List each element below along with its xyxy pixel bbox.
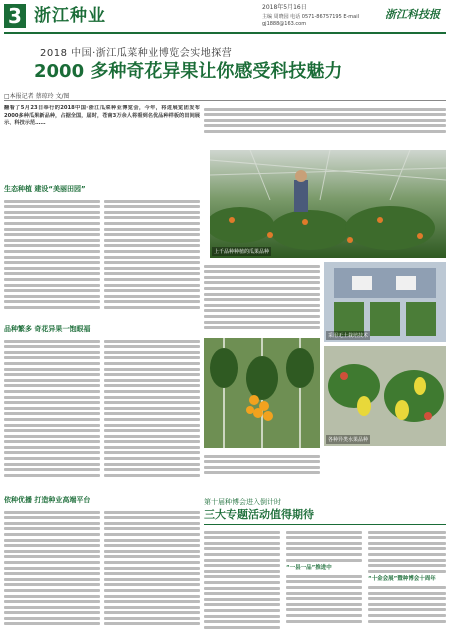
masthead-rule (4, 32, 446, 34)
article-kicker: 2018 中国·浙江瓜菜种业博览会实地探营 (40, 48, 233, 59)
article-lead: 翻看了5月23日举行的2018中国·浙江瓜菜种业博览会，今年，将进展览团发布2000多种瓜果新品种，占据全国，届时，苍南3万余人将看到名优品种样板的田间展示、科技示范…… (4, 105, 200, 127)
page-number: 3 (4, 4, 26, 28)
article-headline: 2000 多种奇花异果让你感受科技魅力 (34, 61, 343, 82)
sidebar-column-3 (368, 528, 446, 636)
date-line: 2018年5月16日 (262, 4, 307, 11)
sidebar-subhead-1: “一县一品”推进中 (286, 565, 332, 572)
photo-tomato-vines (204, 338, 320, 448)
body-right-mid (204, 262, 320, 334)
headline-rule (4, 100, 446, 101)
subhead-2: 品种繁多 奇花异果一饱眼福 (4, 325, 91, 333)
body-column-1a (4, 197, 100, 315)
photo-soilless-cultivation (324, 262, 446, 342)
sidebar-rule (204, 524, 446, 525)
photo-caption-3: 各种异类水果品种 (328, 437, 369, 443)
sidebar-subhead-2: “十金会展”暨种博会十周年 (368, 576, 436, 583)
sidebar-column-2 (286, 528, 362, 636)
photo-caption-1: 上千品种种植的瓜果品种 (214, 249, 270, 255)
subhead-1: 生态种植 建设“美丽田园” (4, 185, 86, 193)
body-column-3a (4, 508, 100, 636)
photo-caption-2: 采用无土栽培技术 (328, 333, 369, 339)
sidebar-kicker: 第十届种博会进入倒计时 (204, 498, 281, 506)
body-column-2b (104, 337, 200, 487)
subhead-3: 依种优播 打造种业高端平台 (4, 496, 91, 504)
newspaper-logo: 浙江科技报 (385, 8, 440, 21)
photo-greenhouse-farmer (210, 150, 446, 258)
body-column-2a (4, 337, 100, 487)
body-right-lower (204, 452, 446, 492)
body-right-top (204, 105, 446, 145)
photo-exotic-fruits (324, 346, 446, 446)
section-title: 浙江种业 (34, 6, 106, 26)
article-byline: □本报记者 蔡琼玲 文/图 (4, 93, 70, 100)
body-column-1b (104, 197, 200, 315)
body-column-3b (104, 508, 200, 636)
sidebar-column-1 (204, 528, 280, 636)
editor-line: 主编 周晓园 电话 0571-86757195 E-mail gj1888@163.com (262, 14, 360, 27)
sidebar-headline: 三大专题活动值得期待 (204, 508, 314, 521)
